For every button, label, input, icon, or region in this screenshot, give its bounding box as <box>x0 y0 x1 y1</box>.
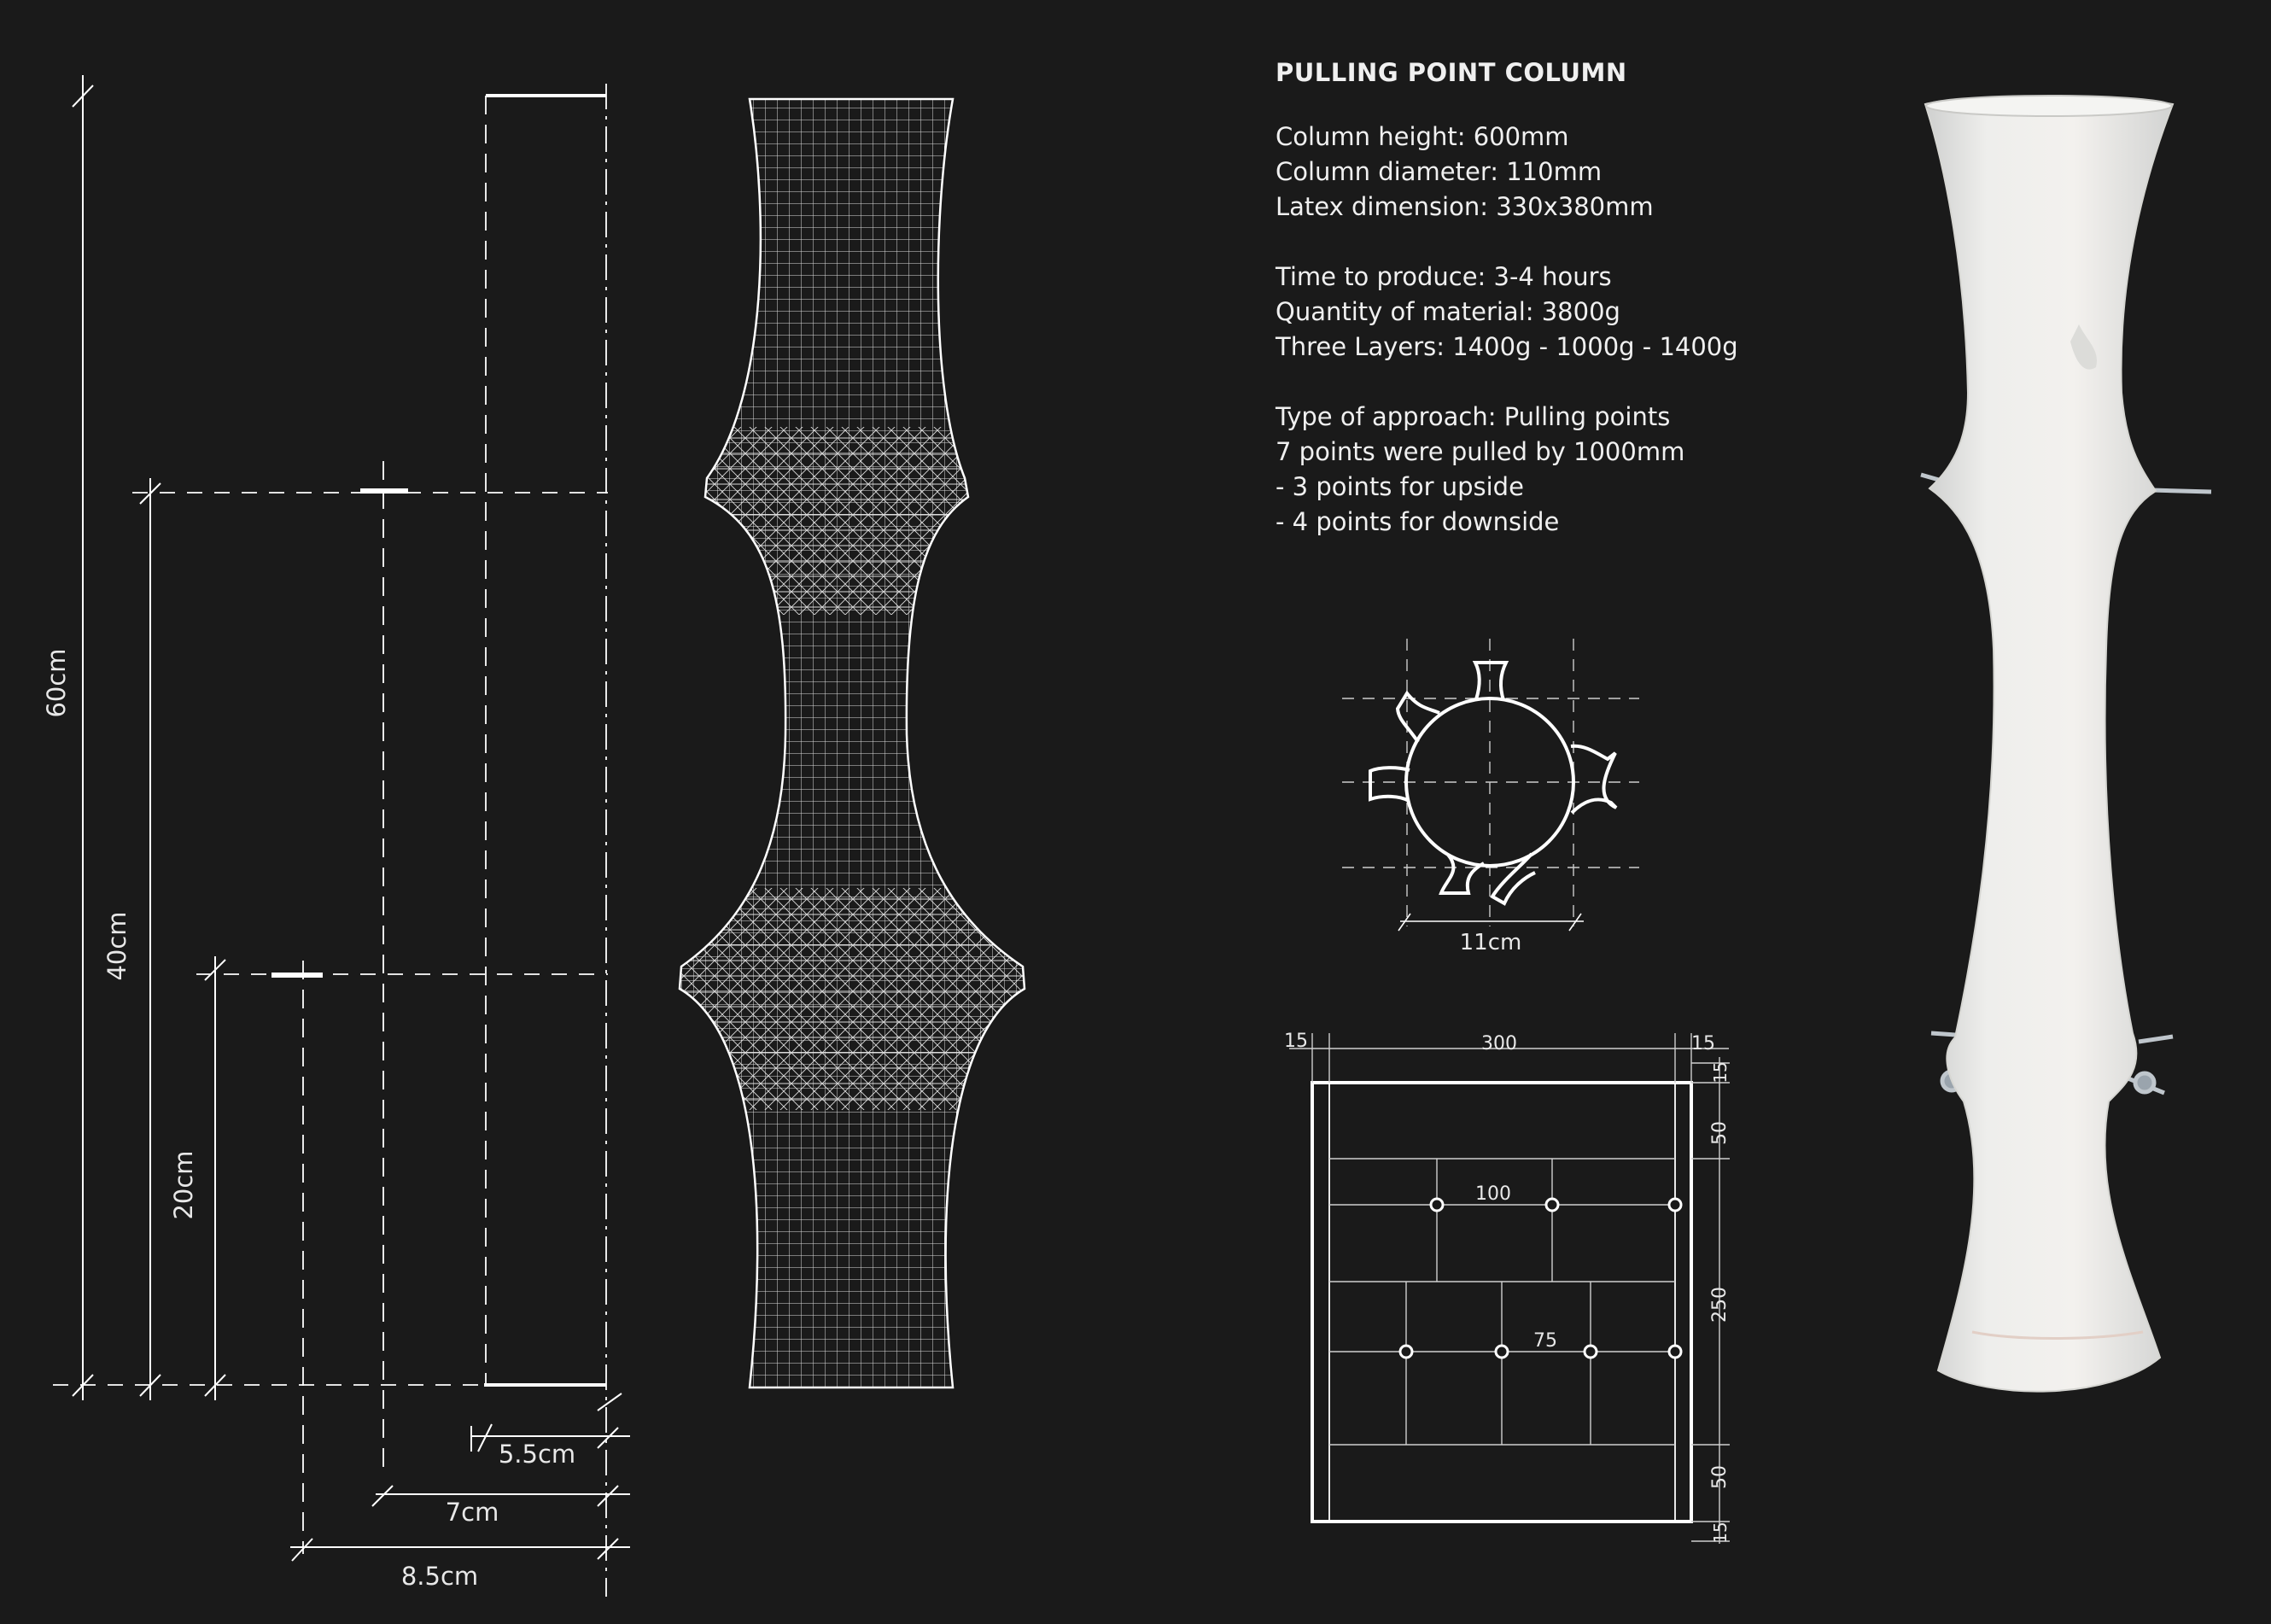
spec-latex-dimension: Latex dimension: 330x380mm <box>1276 192 1654 221</box>
spec-group-dimensions <box>1276 120 1822 225</box>
label-latex-right-margin: 15 <box>1691 1033 1715 1054</box>
pulling-point <box>1496 1346 1508 1358</box>
spec-column-diameter: Column diameter: 110mm <box>1276 157 1603 186</box>
page-title: PULLING POINT COLUMN <box>1276 58 1627 87</box>
pulling-point <box>1546 1199 1558 1211</box>
spec-approach-type: Type of approach: Pulling points <box>1276 402 1671 431</box>
elevation-drawing <box>53 75 630 1597</box>
label-latex-top-margin: 15 <box>1710 1061 1731 1084</box>
pulling-point <box>1669 1199 1681 1211</box>
cross-section-drawing <box>1342 639 1639 931</box>
label-latex-center-band: 250 <box>1709 1287 1731 1323</box>
label-latex-bottom-margin: 15 <box>1710 1522 1731 1544</box>
label-latex-width: 300 <box>1481 1033 1517 1054</box>
label-upper-height: 40cm <box>102 911 131 981</box>
label-section-diameter: 11cm <box>1459 930 1522 955</box>
label-latex-top-band: 50 <box>1709 1121 1731 1145</box>
label-total-height: 60cm <box>42 648 71 718</box>
spec-points-pulled: 7 points were pulled by 1000mm <box>1276 437 1685 466</box>
spec-points-downside: - 4 points for downside <box>1276 507 1560 536</box>
pulling-point <box>1400 1346 1412 1358</box>
pulling-point <box>1669 1346 1681 1358</box>
spec-group-approach <box>1276 400 1822 540</box>
wireframe-column <box>674 94 1033 1392</box>
spec-points-upside: - 3 points for upside <box>1276 472 1524 501</box>
spec-group-production <box>1276 260 1822 365</box>
bolt-icon <box>2135 1073 2154 1092</box>
cast-column-photo <box>1921 96 2211 1392</box>
spec-time-to-produce: Time to produce: 3-4 hours <box>1276 262 1612 291</box>
spec-panel <box>1276 58 1822 575</box>
label-radius-b: 7cm <box>445 1498 499 1527</box>
label-radius-c: 8.5cm <box>400 1562 479 1591</box>
label-latex-bottom-band: 50 <box>1709 1465 1731 1489</box>
spec-quantity-material: Quantity of material: 3800g <box>1276 297 1620 326</box>
label-upper-spacing: 100 <box>1475 1183 1511 1205</box>
label-lower-spacing: 75 <box>1533 1330 1557 1352</box>
label-latex-left-margin: 15 <box>1284 1031 1308 1052</box>
pulling-point <box>1431 1199 1443 1211</box>
spec-three-layers: Three Layers: 1400g - 1000g - 1400g <box>1276 332 1738 361</box>
pulling-point <box>1585 1346 1597 1358</box>
spec-column-height: Column height: 600mm <box>1276 122 1569 151</box>
label-radius-a: 5.5cm <box>498 1440 576 1469</box>
label-lower-height: 20cm <box>169 1150 198 1220</box>
latex-sheet-drawing <box>1289 1033 1730 1544</box>
